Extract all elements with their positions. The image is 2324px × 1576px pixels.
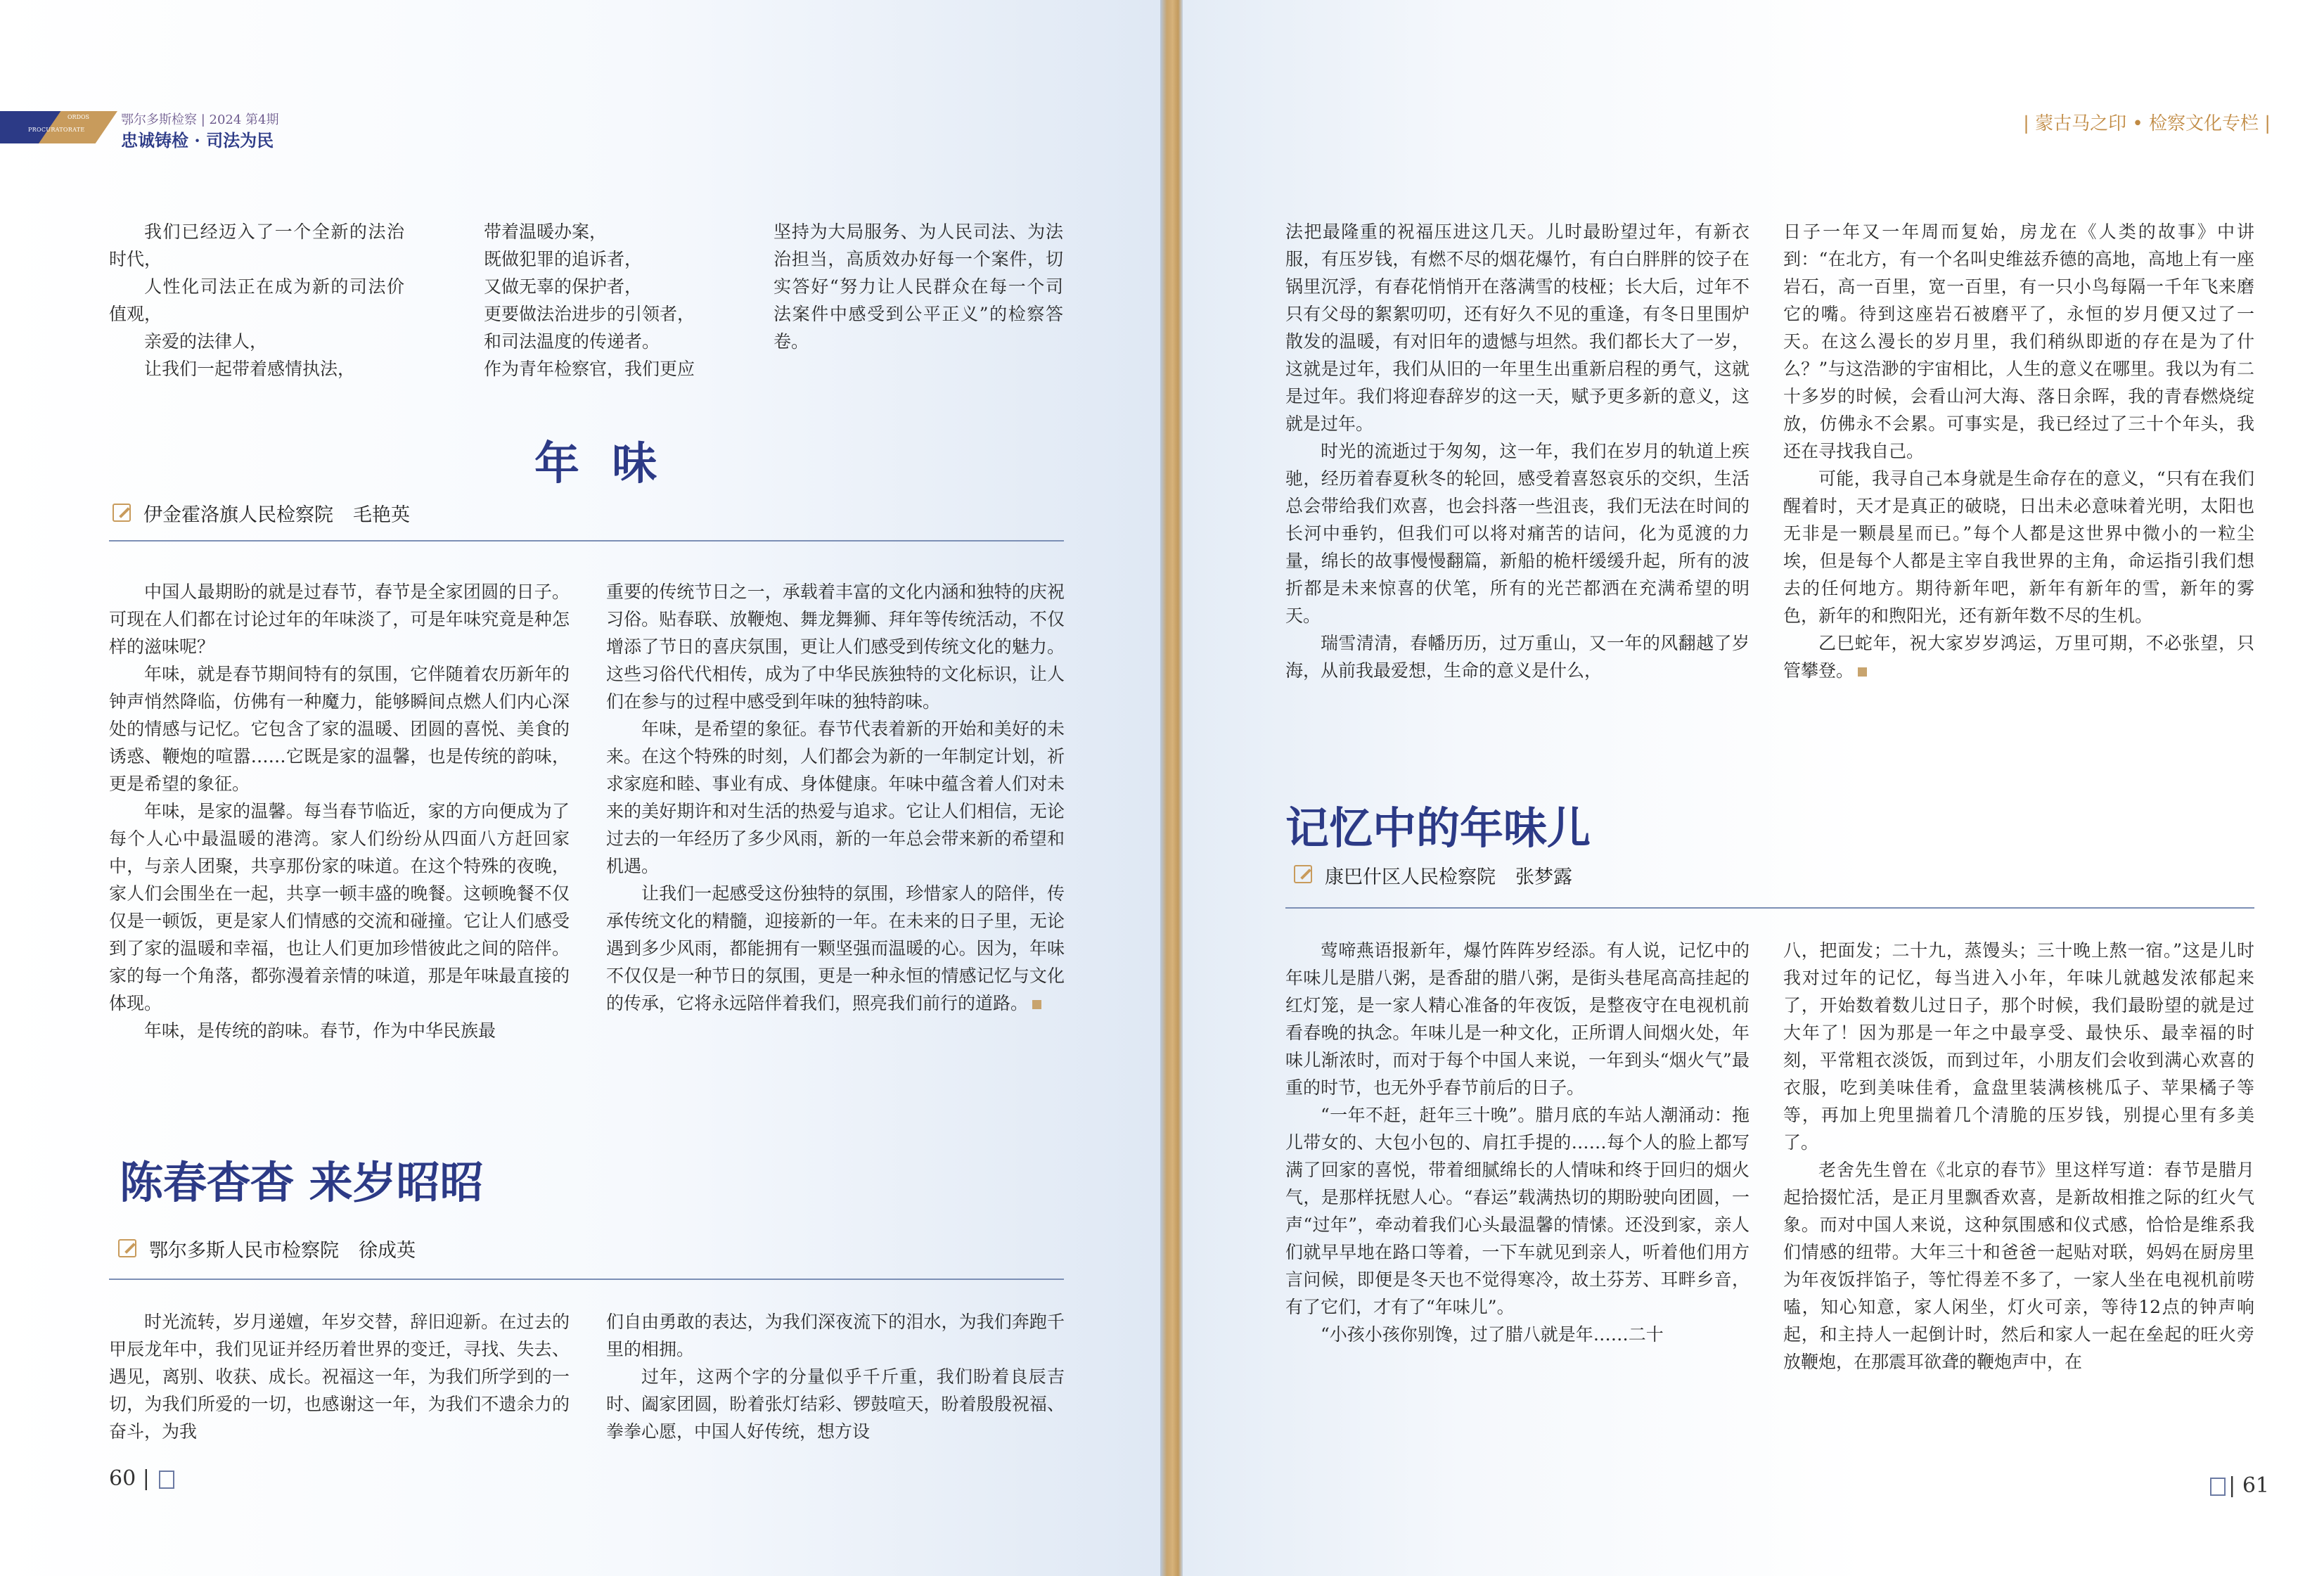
intro-column-2	[484, 218, 744, 383]
paragraph: 和司法温度的传递者。	[484, 331, 660, 352]
author-name: 张梦露	[1515, 866, 1572, 888]
paragraph	[1783, 629, 2254, 684]
paragraph: 时光的流逝过于匆匆，这一年，我们在岁月的轨道上疾驰，经历着春夏秋冬的轮回，感受着喜怒哀乐的交织，生活总会带给我们欢喜，也会抖落一些沮丧，我们无法在时间的长河中垂钓，但我们可以将对痛苦的诘问，化为觅渡的力量，绵长的故事慢慢翻篇，新船的桅杆缓缓升起，所有的波折都是未来惊喜的伏笔，所有的光芒都洒在充满希望的明天。	[1285, 441, 1750, 626]
paragraph: 年味，就是春节期间特有的氛围，它伴随着农历新年的钟声悄然降临，仿佛有一种魔力，能够瞬间点燃人们内心深处的情感与记忆。它包含了家的温暖、团圆的喜悦、美食的诱惑、鞭炮的喧嚣……它既是家的温馨，也是传统的韵味，更是希望的象征。	[109, 664, 570, 794]
paragraph: 年味，是传统的韵味。春节，作为中华民族最	[144, 1020, 496, 1041]
article3-byline	[1325, 861, 1572, 889]
paragraph: 亲爱的法律人，	[144, 331, 268, 352]
divider	[109, 1279, 1064, 1280]
paragraph	[606, 880, 1065, 1017]
magazine-header	[0, 105, 281, 149]
article2-column-2	[606, 1308, 1065, 1445]
paragraph: 时光流转，岁月递嬗，年岁交替，辞旧迎新。在过去的甲辰龙年中，我们见证并经历着世界的变迁，寻找、失去、遇见，离别、收获、成长。祝福这一年，为我们所学到的一切，为我们所爱的一切，也感谢这一年，为我们不遗余力的奋斗，为我	[109, 1312, 570, 1442]
magazine-logo-icon	[159, 1471, 174, 1489]
article1-column-2	[606, 578, 1065, 1017]
author-organization: 康巴什区人民检察院	[1325, 866, 1496, 888]
paragraph: 莺啼燕语报新年，爆竹阵阵岁经添。有人说，记忆中的年味儿是腊八粥，是香甜的腊八粥，是街头巷尾高高挂起的红灯笼，是一家人精心准备的年夜饭，是整夜守在电视机前看春晚的执念。年味儿是一种文化，正所谓人间烟火处，年味儿渐浓时，而对于每个中国人来说，一年到头“烟火气”最重的时节，也无外乎春节前后的日子。	[1285, 940, 1750, 1098]
paragraph: 过年，这两个字的分量似乎千斤重，我们盼着良辰吉时、阖家团圆，盼着张灯结彩、锣鼓喧天，盼着殷殷祝福、拳拳心愿，中国人好传统，想方设	[606, 1366, 1065, 1442]
left-page	[0, 0, 1160, 1576]
magazine-logo-icon	[2210, 1478, 2226, 1496]
author-organization: 伊金霍洛旗人民检察院	[143, 504, 333, 525]
article3-column-1	[1285, 937, 1750, 1348]
paragraph: 瑞雪清清，春幡历历，过万重山，又一年的风翻越了岁海，从前我最爱想，生命的意义是什么，	[1285, 633, 1750, 681]
page-number-left: 60 |	[109, 1466, 177, 1491]
book-spine	[1160, 0, 1183, 1576]
article1-byline	[143, 499, 410, 527]
article1-column-1	[109, 578, 570, 1044]
paragraph: 既做犯罪的追诉者，	[484, 249, 643, 269]
paragraph: 重要的传统节日之一，承载着丰富的文化内涵和独特的庆祝习俗。贴春联、放鞭炮、舞龙舞狮、拜年等传统活动，不仅增添了节日的喜庆氛围，更让人们感受到传统文化的魅力。这些习俗代代相传，成为了中华民族独特的文化标识，让人们在参与的过程中感受到年味的独特韵味。	[606, 582, 1065, 712]
continuation-column-1	[1285, 218, 1750, 684]
pen-icon	[113, 504, 131, 522]
paragraph: 我们已经迈入了一个全新的法治时代，	[109, 222, 404, 269]
header-slogan: 忠诚铸检 · 司法为民	[121, 130, 274, 150]
paragraph: 们自由勇敢的表达，为我们深夜流下的泪水，为我们奔跑千里的相拥。	[606, 1312, 1065, 1359]
article-title-memory: 记忆中的年味儿	[1285, 802, 1591, 854]
paragraph: 带着温暖办案，	[484, 222, 608, 242]
author-organization: 鄂尔多斯人民市检察院	[149, 1240, 339, 1261]
header-ordos-text: ORDOS	[68, 114, 90, 120]
pen-icon	[118, 1239, 136, 1257]
paragraph-text: 让我们一起感受这份独特的氛围，珍惜家人的陪伴，传承传统文化的精髓，迎接新的一年。在未来的日子里，无论遇到多少风雨，都能拥有一颗坚强而温暖的心。因为，年味不仅仅是一种节日的氛围，更是一种永恒的情感记忆与文化的传承，它将永远陪伴着我们，照亮我们前行的道路。	[606, 883, 1065, 1013]
continuation-column-2	[1783, 218, 2254, 684]
article3-column-2	[1783, 937, 2254, 1376]
author-name: 徐成英	[359, 1240, 416, 1261]
divider	[1285, 907, 2254, 909]
paragraph: 更要做法治进步的引领者，	[484, 304, 695, 324]
paragraph: “小孩小孩你别馋，过了腊八就是年……二十	[1321, 1324, 1664, 1345]
article2-byline	[149, 1235, 416, 1262]
right-page	[1183, 0, 2324, 1576]
intro-column-1	[109, 218, 404, 383]
paragraph: 老舍先生曾在《北京的春节》里这样写道：春节是腊月起拾掇忙活，是正月里飘香欢喜，是新故相推之际的红火气象。而对中国人来说，这种氛围感和仪式感，恰恰是维系我们情感的纽带。大年三十和爸爸一起贴对联，妈妈在厨房里为年夜饭拌馅子，等忙得差不多了，一家人坐在电视机前唠嗑，知心知意，家人闲坐，灯火可亲，等待12点的钟声响起，和主持人一起倒计时，然后和家人一起在垒起的旺火旁放鞭炮，在那震耳欲聋的鞭炮声中，在	[1783, 1160, 2254, 1372]
divider	[109, 540, 1064, 542]
pen-icon	[1294, 865, 1312, 883]
paragraph: 年味，是希望的象征。春节代表着新的开始和美好的未来。在这个特殊的时刻，人们都会为新的一年制定计划，祈求家庭和睦、事业有成、身体健康。年味中蕴含着人们对未来的美好期许和对生活的热爱与追求。它让人们相信，无论过去的一年经历了多少风雨，新的一年总会带来新的希望和机遇。	[606, 719, 1065, 876]
intro-column-3	[773, 218, 1063, 355]
column-header: | 蒙古马之印 • 检察文化专栏 |	[2023, 113, 2271, 134]
paragraph: 年味，是家的温馨。每当春节临近，家的方向便成为了每个人心中最温暖的港湾。家人们纷纷从四面八方赶回家中，与亲人团聚，共享那份家的味道。在这个特殊的夜晚，家人们会围坐在一起，共享一顿丰盛的晚餐。这顿晚餐不仅仅是一顿饭，更是家人们情感的交流和碰撞。它让人们感受到了家的温暖和幸福，也让人们更加珍惜彼此之间的陪伴。家的每一个角落，都弥漫着亲情的味道，那是年味最直接的体现。	[109, 801, 570, 1013]
article-title-chenchun: 陈春杳杳 来岁昭昭	[120, 1157, 484, 1208]
page-number-right: | 61	[2207, 1473, 2269, 1498]
author-name: 毛艳英	[353, 504, 410, 525]
paragraph: 坚持为大局服务、为人民司法、为法治担当，高质效办好每一个案件，切实答好“努力让人民群众在每一个司法案件中感受到公平正义”的检察答卷。	[773, 222, 1063, 352]
paragraph: 作为青年检察官，我们更应	[484, 359, 695, 379]
paragraph: 可能，我寻自己本身就是生命存在的意义，“只有在我们醒着时，天才是真正的破晓，日出未必意味着光明，太阳也无非是一颗晨星而已。”每个人都是这世界中微小的一粒尘埃，但是每个人都是主宰自我世界的主角，命运指引我们想去的任何地方。期待新年吧，新年有新年的雪，新年的雾色，新年的和煦阳光，还有新年数不尽的生机。	[1783, 468, 2254, 626]
paragraph: 法把最隆重的祝福压进这几天。儿时最盼望过年，有新衣服，有压岁钱，有燃不尽的烟花爆竹，有白白胖胖的饺子在锅里沉浮，有春花悄悄开在落满雪的枝桠；长大后，过年不只有父母的絮絮叨叨，还有好久不见的重逢，有冬日里围炉散发的温暖，有对旧年的遗憾与坦然。我们都长大了一岁，这就是过年，我们从旧的一年里生出重新启程的勇气，这就是过年。我们将迎春辞岁的这一天，赋予更多新的意义，这就是过年。	[1285, 222, 1750, 434]
paragraph: 让我们一起带着感情执法，	[144, 359, 356, 379]
paragraph: 日子一年又一年周而复始，房龙在《人类的故事》中讲到：“在北方，有一个名叫史维兹乔德的高地，高地上有一座岩石，高一百里，宽一百里，有一只小鸟每隔一千年飞来磨它的嘴。待到这座岩石被磨平了，永恒的岁月便又过了一天。在这么漫长的岁月里，我们稍纵即逝的存在是为了什么？”与这浩渺的宇宙相比，人生的意义在哪里。我以为有二十多岁的时候，会看山河大海、落日余晖，我的青春燃烧绽放，仿佛永不会累。可事实是，我已经过了三十个年头，我还在寻找我自己。	[1783, 222, 2254, 461]
page-number: 60	[109, 1466, 136, 1491]
header-magazine-issue: 鄂尔多斯检察 | 2024 第4期	[121, 113, 279, 127]
article2-column-1	[109, 1308, 570, 1445]
end-mark-icon	[1032, 1000, 1041, 1009]
paragraph: 八，把面发；二十九，蒸馒头；三十晚上熬一宿。”这是儿时我对过年的记忆，每当进入小年，年味儿就越发浓郁起来了，开始数着数儿过日子，那个时候，我们最盼望的就是过大年了！因为那是一年之中最享受、最快乐、最幸福的时刻，平常粗衣淡饭，而到过年，小朋友们会收到满心欢喜的衣服，吃到美味佳肴，盒盘里装满核桃瓜子、苹果橘子等等，再加上兜里揣着几个清脆的压岁钱，别提心里有多美了。	[1783, 940, 2254, 1153]
header-procuratorate-text: PROCURATORATE	[28, 127, 85, 133]
paragraph-text: 乙巳蛇年，祝大家岁岁鸿运，万里可期，不必张望，只管攀登。	[1783, 633, 2254, 681]
page-number: 61	[2242, 1473, 2269, 1498]
paragraph: “一年不赶，赶年三十晚”。腊月底的车站人潮涌动：拖儿带女的、大包小包的、肩扛手提的……每个人的脸上都写满了回家的喜悦，带着细腻绵长的人情味和终于回归的烟火气，是那样抚慰人心。“春运”载满热切的期盼驶向团圆，一声“过年”，牵动着我们心头最温馨的情愫。还没到家，亲人们就早早地在路口等着，一下车就见到亲人，听着他们用方言问候，即便是冬天也不觉得寒冷，故土芬芳、耳畔乡音，有了它们，才有了“年味儿”。	[1285, 1105, 1750, 1317]
end-mark-icon	[1858, 667, 1867, 677]
article-title-nianwei: 年 味	[534, 437, 666, 490]
paragraph: 又做无辜的保护者，	[484, 276, 643, 297]
paragraph: 中国人最期盼的就是过春节，春节是全家团圆的日子。可现在人们都在讨论过年的年味淡了，可是年味究竟是种怎样的滋味呢？	[109, 582, 570, 657]
paragraph: 人性化司法正在成为新的司法价值观，	[109, 276, 404, 324]
